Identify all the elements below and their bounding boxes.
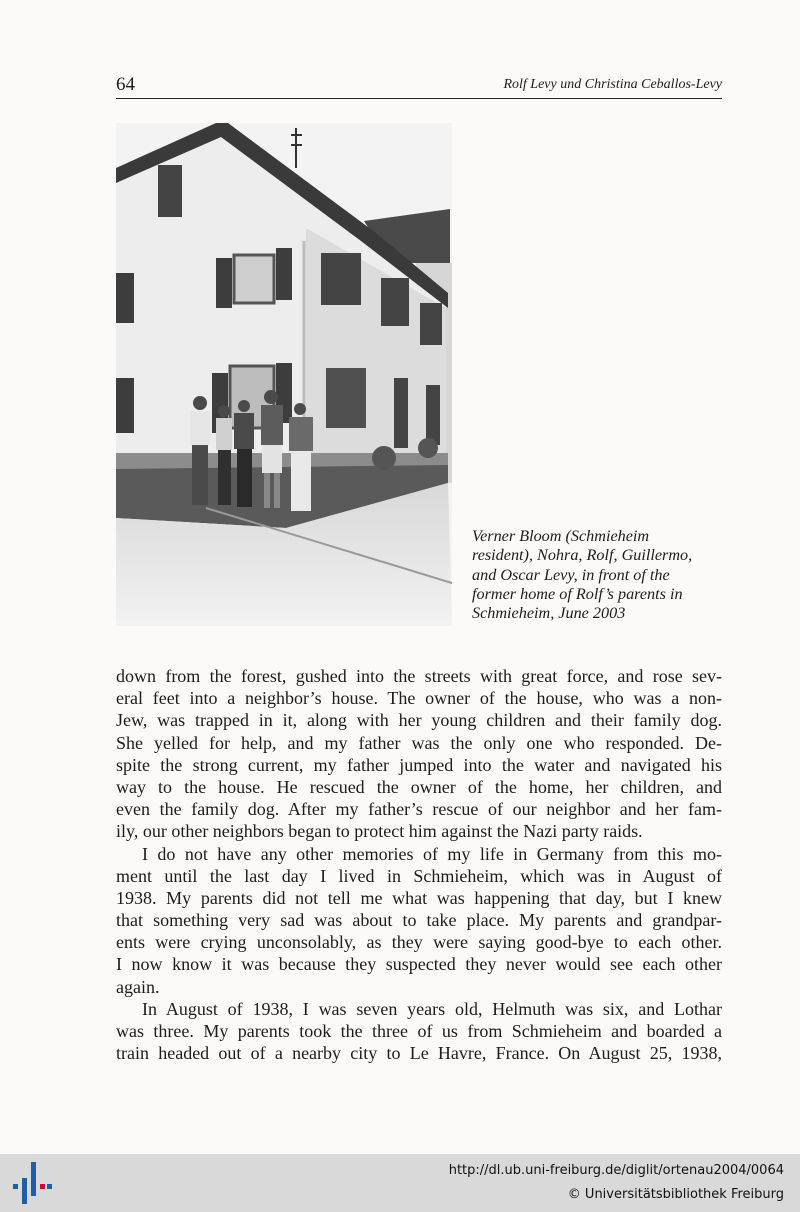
- text-line: even the family dog. After my father’s rescue of our neighbor and her fam-: [116, 799, 722, 820]
- text-line: eral feet into a neighbor’s house. The owner of the house, who was a non-: [116, 688, 722, 709]
- caption-line: and Oscar Levy, in front of the: [472, 565, 670, 584]
- text-line: I now know it was because they suspected they never would see each other: [116, 954, 722, 975]
- text-line: was three. My parents took the three of us from Schmieheim and boarded a: [116, 1021, 722, 1041]
- text-line: way to the house. He rescued the owner of the home, her children, and: [116, 776, 722, 797]
- page-header: [116, 72, 722, 99]
- body-text: [116, 665, 722, 1064]
- text-line: that something very sad was about to take place. My parents and grandpar-: [116, 910, 722, 931]
- caption-line: Verner Bloom (Schmieheim: [472, 527, 650, 545]
- text-line: ment until the last day I lived in Schmieheim, which was in August of: [116, 865, 722, 886]
- ub-freiburg-logo-icon[interactable]: [10, 1162, 52, 1204]
- text-line: In August of 1938, I was seven years old, Helmuth was six, and Lothar: [142, 998, 722, 1019]
- text-line: ents were crying unconsolably, as they were saying good-bye to each other.: [116, 932, 722, 953]
- text-line: train headed out of a nearby city to Le Havre, France. On August 25, 1938,: [116, 1043, 722, 1064]
- text-line: spite the strong current, my father jumped into the water and navigated his: [116, 754, 722, 775]
- running-head: Rolf Levy und Christina Ceballos-Levy: [503, 77, 722, 92]
- text-line: again.: [116, 976, 160, 997]
- text-line: down from the forest, gushed into the streets with great force, and rose sev-: [116, 666, 722, 686]
- text-line: 1938. My parents did not tell me what was happening that day, but I knew: [116, 887, 722, 908]
- caption-line: resident), Nohra, Rolf, Guillermo,: [472, 546, 693, 565]
- photo-caption: [472, 527, 732, 623]
- caption-line: Schmieheim, June 2003: [472, 604, 626, 623]
- text-line: ily, our other neighbors began to protect him against the Nazi party raids.: [116, 821, 643, 842]
- source-url-link[interactable]: http://dl.ub.uni-freiburg.de/diglit/ortenau2004/0064: [448, 1163, 784, 1178]
- copyright-notice: © Universitätsbibliothek Freiburg: [567, 1187, 784, 1202]
- page-number: 64: [116, 74, 135, 95]
- caption-line: former home of Rolf’s parents in: [472, 584, 683, 603]
- text-line: I do not have any other memories of my life in Germany from this mo-: [142, 843, 722, 864]
- house-photo: [116, 123, 452, 626]
- text-line: Jew, was trapped in it, along with her young children and their family dog.: [116, 710, 722, 731]
- footer-bar: [0, 1154, 800, 1212]
- text-line: She yelled for help, and my father was the only one who responded. De-: [116, 732, 722, 753]
